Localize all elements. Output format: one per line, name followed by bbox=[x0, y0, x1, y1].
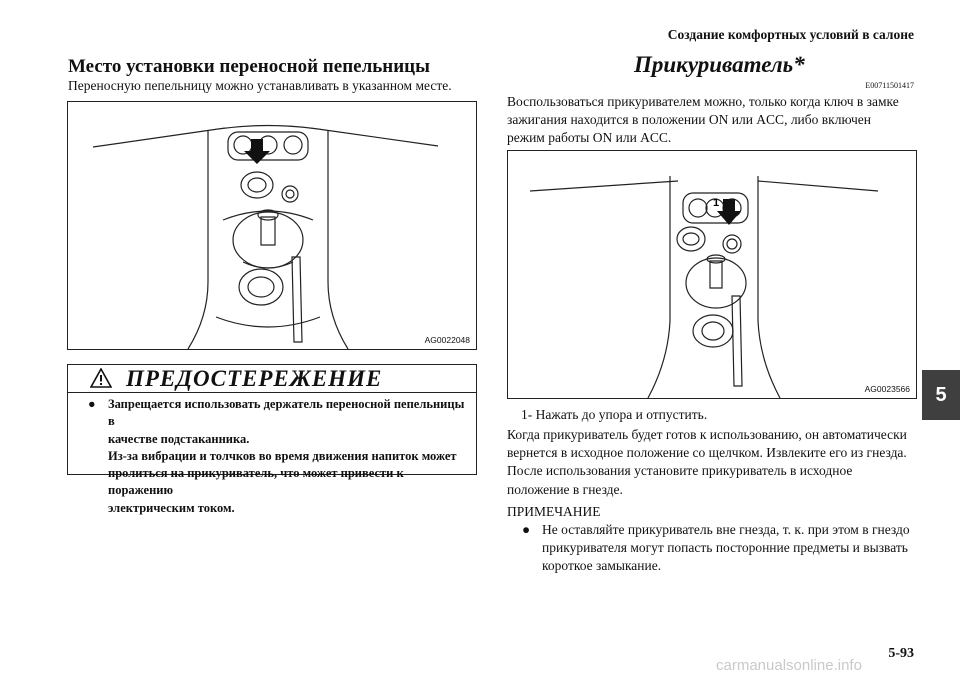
ashtray-location-figure bbox=[67, 101, 477, 350]
paragraph-line: режим работы ON или ACC. bbox=[507, 130, 672, 146]
paragraph-line: положение в гнезде. bbox=[507, 481, 623, 497]
note-line: короткое замыкание. bbox=[542, 558, 662, 574]
paragraph-line: Воспользоваться прикуривателем можно, только когда ключ в замке bbox=[507, 94, 899, 109]
paragraph-line: После использования установите прикуриватель в исходное bbox=[507, 463, 853, 479]
bullet-icon: ● bbox=[88, 397, 96, 411]
warning-text bbox=[90, 396, 470, 517]
figure-code: AG0022048 bbox=[424, 335, 470, 345]
warning-triangle-icon bbox=[90, 368, 112, 388]
lighter-usage-paragraph bbox=[507, 426, 919, 499]
warning-line: качестве подстаканника. bbox=[108, 431, 250, 446]
note-line: прикуривателя могут попасть посторонние предметы и вызвать bbox=[542, 540, 908, 556]
lighter-intro-paragraph bbox=[507, 93, 919, 148]
section-title-ashtray: Место установки переносной пепельницы bbox=[68, 56, 430, 77]
lighter-figure bbox=[507, 150, 917, 399]
note-line: Не оставляйте прикуриватель вне гнезда, т. к. при этом в гнездо bbox=[542, 522, 910, 537]
warning-line: Из-за вибрации и толчков во время движения напиток может bbox=[108, 448, 457, 463]
warning-line: Запрещается использовать держатель переносной пепельницы в bbox=[108, 397, 465, 429]
console-lighter-illustration bbox=[508, 151, 916, 398]
section-tab: 5 bbox=[922, 370, 960, 420]
step-instruction: 1- Нажать до упора и отпустить. bbox=[521, 407, 708, 422]
section-code: E00711501417 bbox=[865, 81, 914, 90]
warning-line: электрическим током. bbox=[108, 500, 235, 515]
warning-box bbox=[67, 364, 477, 515]
page-number: 5-93 bbox=[888, 646, 914, 661]
figure-code: AG0023566 bbox=[864, 384, 910, 394]
note-text bbox=[524, 521, 924, 576]
console-ashtray-illustration bbox=[68, 102, 476, 349]
watermark: carmanualsonline.info bbox=[716, 657, 862, 674]
warning-line: пролиться на прикуриватель, что может привести к поражению bbox=[108, 466, 404, 498]
callout-number: 1 bbox=[713, 197, 720, 209]
ashtray-intro-text: Переносную пепельницу можно устанавливать в указанном месте. bbox=[68, 78, 452, 93]
section-title-lighter: Прикуриватель* bbox=[634, 52, 805, 77]
bullet-icon: ● bbox=[522, 522, 531, 537]
warning-header bbox=[68, 365, 476, 393]
paragraph-line: вернется в исходное положение со щелчком. Извлеките его из гнезда. bbox=[507, 445, 907, 461]
paragraph-line: зажигания находится в положении ON или ACC, либо включен bbox=[507, 112, 872, 128]
note-title: ПРИМЕЧАНИЕ bbox=[507, 504, 601, 519]
paragraph-line: Когда прикуриватель будет готов к использованию, он автоматически bbox=[507, 427, 907, 442]
warning-title: ПРЕДОСТЕРЕЖЕНИЕ bbox=[126, 366, 383, 391]
page-header-title: Создание комфортных условий в салоне bbox=[667, 27, 914, 42]
